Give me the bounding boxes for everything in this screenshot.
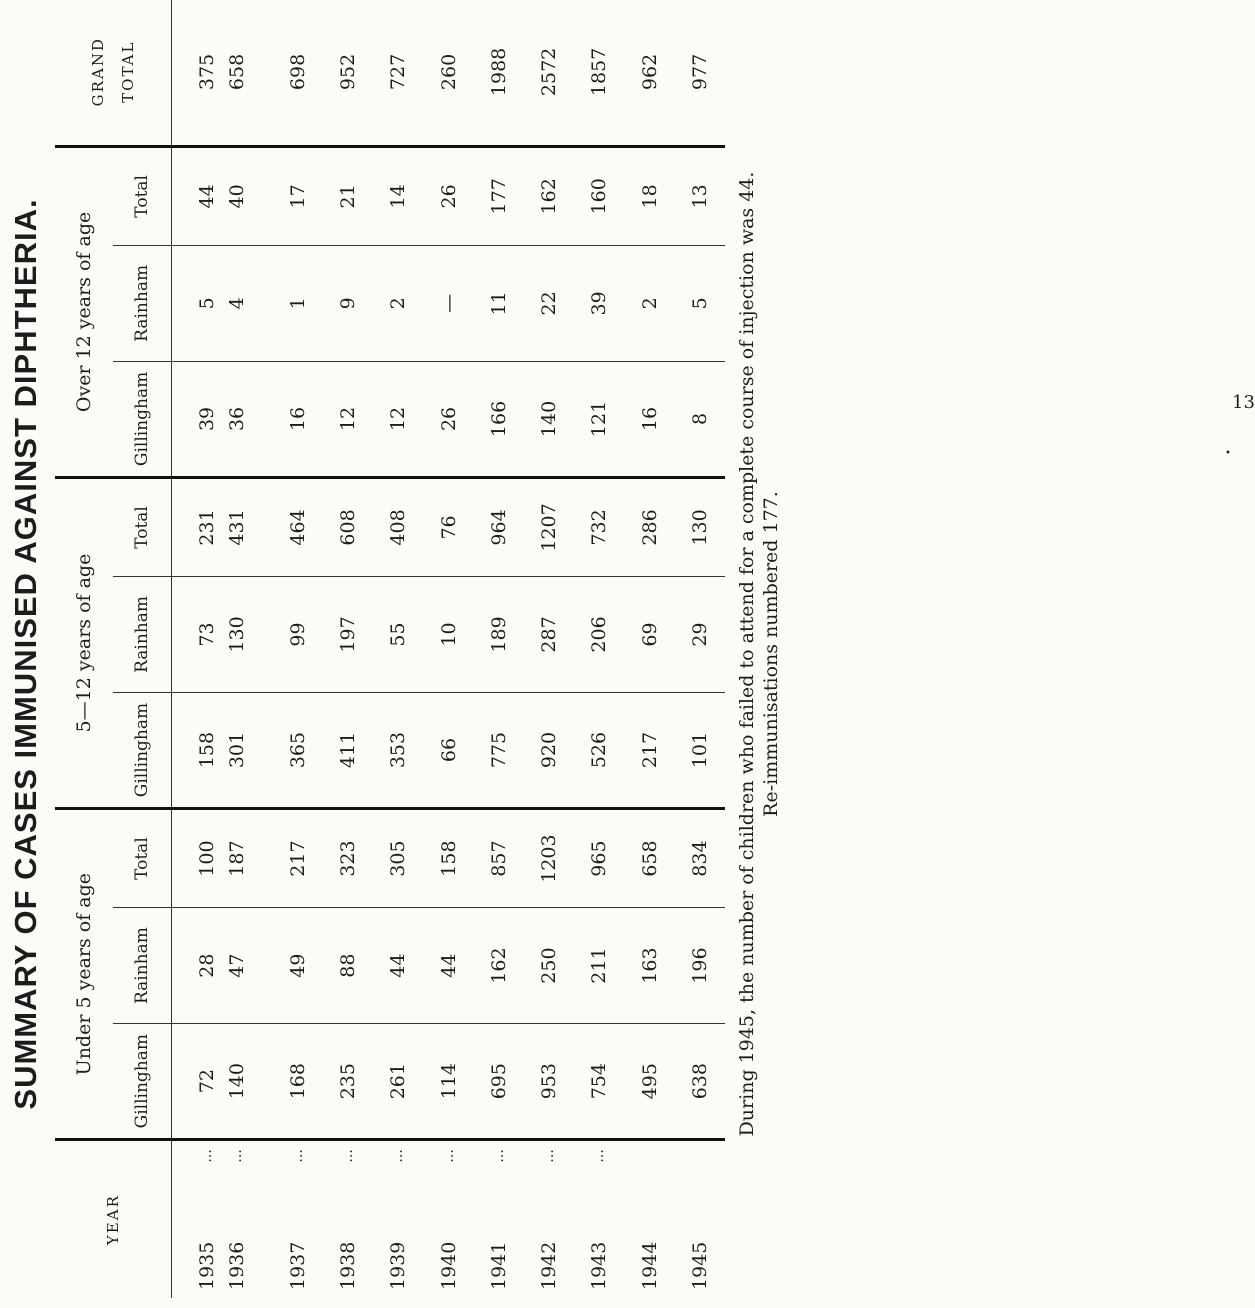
cell-value: 166 [487,400,510,438]
year-cell [574,1140,624,1298]
table-body [172,0,726,1298]
cell-value: 66 [437,737,460,763]
cell-value: 211 [588,947,611,984]
year-cell [675,1140,725,1298]
o12-total-cell [323,146,373,245]
a5-12-rainham-cell [323,576,373,692]
cell-value: 375 [196,53,219,91]
u5-rainham-cell [524,908,574,1024]
cell-value: 39 [196,406,219,432]
year-label: 1944 [638,1241,661,1290]
stray-mark: • [1225,448,1231,459]
cell-value: 114 [437,1063,460,1100]
table-row [373,0,423,1298]
year-label: 1937 [286,1241,309,1290]
cell-value: 26 [437,406,460,432]
page-number: 13 [1232,392,1255,413]
u5-total-cell [574,809,624,908]
cell-value: 160 [588,178,611,215]
cell-value: 16 [286,406,309,432]
cell-value: 72 [196,1069,219,1094]
immunisation-summary-table [55,0,725,1298]
o12-rainham-cell [675,245,725,361]
grand-total-cell [574,0,624,146]
cell-value: 55 [387,622,410,647]
o12-gillingham-cell [474,361,524,477]
u5-total-cell [675,809,725,908]
year-label: 1942 [538,1241,561,1290]
u5-total-cell [172,809,273,908]
a5-12-rainham-cell [172,576,273,692]
cell-value: 698 [286,53,309,91]
cell-value: 4 [226,297,249,310]
subheader-total: Total [113,809,172,908]
a5-12-total-cell [524,477,574,576]
table-row [172,0,273,1298]
year-label: 1938 [337,1241,360,1290]
cell-value: 977 [688,53,711,91]
a5-12-total-cell [172,477,273,576]
group-header-under-5: Under 5 years of age [55,809,113,1140]
cell-value: 47 [226,953,249,978]
subheader-rainham: Rainham [113,908,172,1024]
subheader-total: Total [113,146,172,245]
group-header-5-12: 5—12 years of age [55,477,113,808]
cell-value: 206 [588,616,611,653]
cell-value: 727 [387,53,410,91]
cell-value: 13 [688,184,711,209]
u5-rainham-cell [474,908,524,1024]
cell-value: 608 [337,509,360,546]
page-title: SUMMARY OF CASES IMMUNISED AGAINST DIPHTHERIA. [8,198,43,1110]
cell-value: 49 [286,953,309,978]
footnote-line: Re-immunisations numbered 177. [760,491,782,817]
u5-total-cell [424,809,474,908]
u5-gillingham-cell [424,1024,474,1140]
o12-total-cell [675,146,725,245]
a5-12-gillingham-cell [323,693,373,809]
cell-value: 130 [688,509,711,546]
leader-dots: ... [289,1149,306,1163]
o12-total-cell [624,146,674,245]
cell-value: 12 [337,406,360,432]
cell-value: 301 [226,731,249,769]
a5-12-rainham-cell [675,576,725,692]
a5-12-gillingham-cell [273,693,323,809]
cell-value: 168 [286,1063,309,1100]
o12-rainham-cell [424,245,474,361]
cell-value: 158 [437,840,460,877]
year-label: 1943 [588,1241,611,1290]
cell-value: 29 [688,622,711,647]
cell-value: 101 [688,731,711,769]
o12-total-cell [424,146,474,245]
u5-rainham-cell [574,908,624,1024]
a5-12-rainham-cell [574,576,624,692]
cell-value: 162 [538,178,561,215]
o12-rainham-cell [273,245,323,361]
subheader-rainham: Rainham [113,245,172,361]
a5-12-rainham-cell [474,576,524,692]
o12-gillingham-cell [424,361,474,477]
o12-gillingham-cell [323,361,373,477]
year-label: 1936 [226,1241,249,1290]
year-cell [273,1140,323,1298]
cell-value: 44 [437,953,460,978]
cell-value: 658 [226,53,249,91]
o12-rainham-cell [172,245,273,361]
table-row [424,0,474,1298]
u5-total-cell [373,809,423,908]
cell-value: 9 [337,297,360,310]
cell-value: 2 [638,297,661,310]
cell-value: 857 [487,840,510,877]
year-cell [323,1140,373,1298]
subheader-gillingham: Gillingham [113,361,172,477]
cell-value: 464 [286,509,309,546]
cell-value: 323 [337,840,360,877]
o12-total-cell [273,146,323,245]
cell-value: 250 [538,947,561,984]
cell-value: 5 [196,297,219,310]
cell-value: 695 [487,1063,510,1100]
o12-gillingham-cell [273,361,323,477]
a5-12-total-cell [323,477,373,576]
year-cell [424,1140,474,1298]
a5-12-total-cell [424,477,474,576]
leader-dots: ... [229,1149,246,1163]
u5-gillingham-cell [624,1024,674,1140]
a5-12-gillingham-cell [574,693,624,809]
cell-value: 17 [286,184,309,209]
cell-value: 408 [387,509,410,546]
a5-12-total-cell [675,477,725,576]
cell-value: 196 [688,947,711,984]
cell-value: 39 [588,291,611,316]
grand-total-cell [624,0,674,146]
a5-12-rainham-cell [524,576,574,692]
o12-total-cell [172,146,273,245]
cell-value: 18 [638,184,661,209]
cell-value: 965 [588,840,611,877]
grand-total-cell [424,0,474,146]
cell-value: 76 [437,515,460,540]
grand-total-header: GRAND TOTAL [55,0,172,146]
cell-value: 1 [286,297,309,310]
subheader-rainham: Rainham [113,576,172,692]
a5-12-gillingham-cell [172,693,273,809]
leader-dots: ... [591,1149,608,1163]
o12-gillingham-cell [172,361,273,477]
a5-12-rainham-cell [424,576,474,692]
cell-value: 353 [387,731,410,769]
table-row [524,0,574,1298]
u5-gillingham-cell [675,1024,725,1140]
grand-total-cell [524,0,574,146]
u5-total-cell [273,809,323,908]
cell-value: 658 [638,840,661,877]
leader-dots: ... [340,1149,357,1163]
year-label: 1935 [196,1241,219,1290]
grand-total-cell [172,0,273,146]
grand-total-cell [675,0,725,146]
o12-rainham-cell [474,245,524,361]
cell-value: 365 [286,731,309,769]
cell-value: 8 [688,412,711,425]
cell-value: 16 [638,406,661,432]
o12-rainham-cell [574,245,624,361]
u5-gillingham-cell [273,1024,323,1140]
cell-value: 964 [487,509,510,546]
a5-12-total-cell [574,477,624,576]
cell-value: 261 [387,1063,410,1100]
u5-rainham-cell [323,908,373,1024]
cell-value: 73 [196,622,219,647]
cell-value: 834 [688,840,711,877]
cell-value: 22 [538,291,561,316]
cell-value: 2 [387,297,410,310]
year-header: YEAR [55,1140,172,1298]
cell-value: 495 [638,1063,661,1100]
o12-rainham-cell [323,245,373,361]
footnote-line: During 1945, the number of children who failed to attend for a complete course of injection was 44. [736,171,758,1137]
cell-value: 2572 [538,47,561,97]
cell-value: 177 [487,178,510,215]
cell-value: 44 [387,953,410,978]
table-row [474,0,524,1298]
cell-value: 40 [226,184,249,209]
cell-value: 189 [487,616,510,653]
cell-value: 99 [286,622,309,647]
cell-value: 287 [538,616,561,653]
o12-gillingham-cell [373,361,423,477]
year-label: 1941 [487,1241,510,1290]
u5-rainham-cell [675,908,725,1024]
leader-dots: ... [199,1149,216,1163]
o12-gillingham-cell [675,361,725,477]
cell-value: 962 [638,53,661,91]
a5-12-rainham-cell [373,576,423,692]
cell-value: 431 [226,509,249,546]
u5-rainham-cell [172,908,273,1024]
a5-12-total-cell [273,477,323,576]
cell-value: 754 [588,1063,611,1100]
cell-value: 638 [688,1063,711,1100]
cell-value: 158 [196,731,219,769]
cell-value: 197 [337,616,360,653]
u5-total-cell [474,809,524,908]
subheader-total: Total [113,477,172,576]
u5-gillingham-cell [574,1024,624,1140]
table-row [675,0,725,1298]
cell-value: 1207 [538,503,561,552]
year-label: 1940 [437,1241,460,1290]
u5-gillingham-cell [172,1024,273,1140]
cell-value: 235 [337,1063,360,1100]
u5-rainham-cell [373,908,423,1024]
u5-gillingham-cell [373,1024,423,1140]
subheader-gillingham: Gillingham [113,693,172,809]
o12-rainham-cell [373,245,423,361]
cell-value: 44 [196,184,219,209]
cell-value: 121 [588,400,611,438]
cell-value: 732 [588,509,611,546]
a5-12-gillingham-cell [524,693,574,809]
a5-12-gillingham-cell [373,693,423,809]
u5-rainham-cell [424,908,474,1024]
o12-total-cell [574,146,624,245]
cell-value: 526 [588,731,611,769]
grand-total-cell [474,0,524,146]
a5-12-total-cell [373,477,423,576]
o12-total-cell [474,146,524,245]
year-cell [624,1140,674,1298]
year-cell [373,1140,423,1298]
table-row [323,0,373,1298]
grand-total-cell [373,0,423,146]
cell-value: 286 [638,509,661,546]
o12-total-cell [373,146,423,245]
a5-12-total-cell [624,477,674,576]
cell-value: 88 [337,953,360,978]
cell-value: 411 [337,731,360,769]
o12-total-cell [524,146,574,245]
cell-value: — [437,293,460,313]
a5-12-gillingham-cell [624,693,674,809]
year-label: 1939 [387,1241,410,1290]
cell-value: 130 [226,616,249,653]
u5-total-cell [524,809,574,908]
table-row [574,0,624,1298]
cell-value: 100 [196,840,219,877]
cell-value: 21 [337,184,360,209]
cell-value: 305 [387,840,410,877]
footnote [735,0,783,1308]
cell-value: 260 [437,53,460,91]
cell-value: 1203 [538,834,561,883]
cell-value: 69 [638,622,661,647]
cell-value: 26 [437,184,460,209]
a5-12-rainham-cell [624,576,674,692]
cell-value: 162 [487,947,510,984]
cell-value: 163 [638,947,661,984]
grand-total-cell [273,0,323,146]
cell-value: 10 [437,622,460,647]
cell-value: 28 [196,953,219,978]
u5-total-cell [624,809,674,908]
cell-value: 36 [226,406,249,432]
grand-total-cell [323,0,373,146]
leader-dots: ... [390,1149,407,1163]
cell-value: 217 [286,840,309,877]
o12-rainham-cell [624,245,674,361]
year-cell [172,1140,273,1298]
cell-value: 140 [538,400,561,438]
leader-dots: ... [440,1149,457,1163]
o12-gillingham-cell [574,361,624,477]
cell-value: 920 [538,731,561,769]
a5-12-total-cell [474,477,524,576]
cell-value: 11 [487,291,510,316]
a5-12-rainham-cell [273,576,323,692]
u5-rainham-cell [624,908,674,1024]
u5-total-cell [323,809,373,908]
cell-value: 5 [688,297,711,310]
cell-value: 953 [538,1063,561,1100]
year-cell [524,1140,574,1298]
cell-value: 775 [487,731,510,769]
cell-value: 217 [638,731,661,769]
subheader-gillingham: Gillingham [113,1024,172,1140]
table-row [624,0,674,1298]
cell-value: 187 [226,840,249,877]
a5-12-gillingham-cell [675,693,725,809]
cell-value: 1988 [487,47,510,97]
cell-value: 1857 [588,47,611,97]
year-label: 1945 [688,1241,711,1290]
cell-value: 231 [196,509,219,546]
o12-gillingham-cell [524,361,574,477]
u5-gillingham-cell [323,1024,373,1140]
a5-12-gillingham-cell [474,693,524,809]
u5-rainham-cell [273,908,323,1024]
u5-gillingham-cell [524,1024,574,1140]
o12-rainham-cell [524,245,574,361]
table-row [273,0,323,1298]
u5-gillingham-cell [474,1024,524,1140]
year-cell [474,1140,524,1298]
leader-dots: ... [541,1149,558,1163]
leader-dots: ... [490,1149,507,1163]
o12-gillingham-cell [624,361,674,477]
cell-value: 14 [387,184,410,209]
group-header-over-12: Over 12 years of age [55,146,113,477]
cell-value: 12 [387,406,410,432]
cell-value: 140 [226,1063,249,1100]
a5-12-gillingham-cell [424,693,474,809]
cell-value: 952 [337,53,360,91]
